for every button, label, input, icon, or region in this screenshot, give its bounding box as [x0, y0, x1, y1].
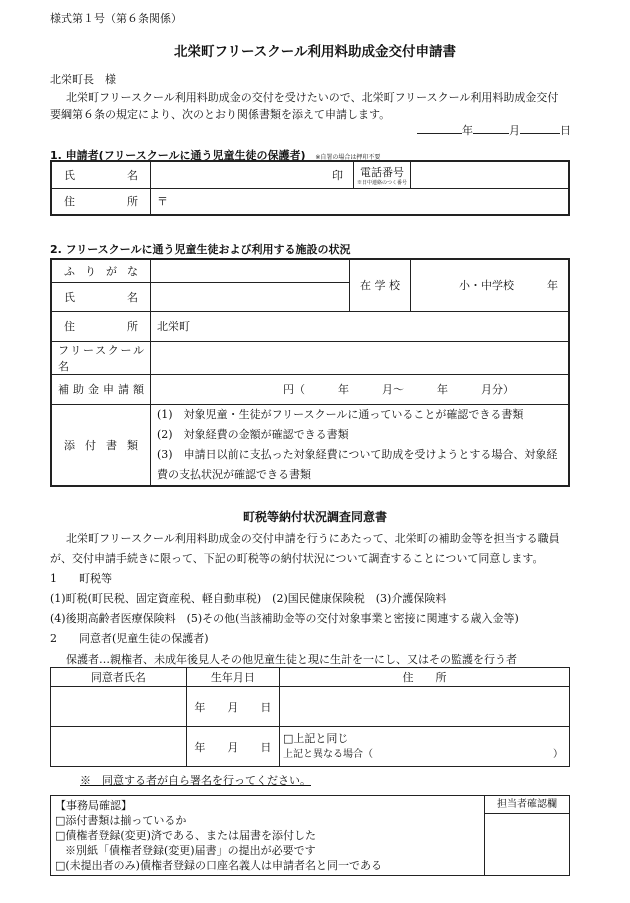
applicant-name-label: 氏 名: [51, 161, 151, 188]
office-check-1: □添付書類は揃っているか: [55, 814, 187, 827]
office-table: [50, 795, 570, 876]
applicant-address-field[interactable]: [151, 188, 570, 215]
consenter-address-field[interactable]: [280, 687, 570, 727]
phone-label: 電話番号: [360, 165, 404, 179]
addressee: 北栄町長 様: [50, 73, 116, 86]
consenter-name-field[interactable]: [51, 687, 187, 727]
dob-field-2[interactable]: [186, 727, 279, 767]
staff-confirm-field[interactable]: [485, 814, 569, 874]
amount-value: 円（ 年 月～ 年 月分）: [283, 383, 514, 396]
seal-mark: 印: [332, 168, 343, 182]
furigana-label: ふりがな: [51, 259, 151, 282]
intro-line-2: 要綱第６条の規定により、次のとおり関係書類を添えて申請します。: [50, 108, 391, 121]
section2-heading: 2. フリースクールに通う児童生徒および利用する施設の状況: [50, 243, 351, 256]
applicant-table: [50, 160, 570, 216]
intro-line-1: 北栄町フリースクール利用料助成金の交付を受けたいので、北栄町フリースクール利用料助成金交付: [66, 91, 559, 104]
address-options[interactable]: [280, 727, 570, 767]
consent-item-1: 1 町税等: [50, 572, 112, 585]
col-consenter-name: 同意者氏名: [51, 668, 187, 687]
col-date-of-birth: 生年月日: [186, 668, 279, 687]
student-name-field[interactable]: [151, 282, 350, 311]
dob-value-2: 年 月 日: [194, 740, 272, 754]
student-name-label: 氏名: [51, 282, 151, 311]
tax-list-1: (1)町税(町民税、固定資産税、軽自動車税) (2)国民健康保険税 (3)介護保険料: [50, 592, 447, 605]
application-date: [417, 122, 571, 138]
seal-note: ※自署の場合は押印不要: [315, 154, 381, 161]
office-heading: 【事務局確認】: [55, 799, 132, 812]
attachment-item: 費の支払状況が確認できる書類: [157, 467, 311, 481]
different-address: 上記と異なる場合（ ）: [283, 748, 563, 760]
amount-label: 補助金申請額: [51, 374, 151, 404]
school-label-cell: [350, 259, 411, 311]
school-field[interactable]: [411, 259, 570, 311]
office-confirm-box: [51, 796, 485, 876]
guardian-definition: 保護者…親権者、未成年後見人その他児童生徒と現に生計を一にし、又はその監護を行う者: [66, 653, 517, 666]
student-table: [50, 258, 570, 487]
form-number: 様式第１号（第６条関係）: [50, 12, 182, 25]
consent-body-2: が、交付申請手続きに限って、下記の町税等の納付状況について調査することについて同意します。: [50, 552, 544, 565]
student-address-value: 北栄町: [157, 320, 190, 333]
applicant-address-label: 住 所: [51, 188, 151, 215]
phone-field[interactable]: [411, 161, 570, 188]
phone-label-cell: [354, 161, 411, 188]
office-check-4: □(未提出者のみ)債権者登録の口座名義人は申請者名と同一である: [55, 859, 382, 872]
office-check-note: ※別紙「債権者登録(変更)届書」の提出が必要です: [65, 844, 316, 857]
same-as-above-checkbox[interactable]: □上記と同じ: [283, 731, 349, 745]
attachments-list: [151, 404, 570, 486]
freeschool-field[interactable]: [151, 341, 570, 374]
col-address: 住 所: [280, 668, 570, 687]
furigana-field[interactable]: [151, 259, 350, 282]
student-address-label: 住所: [51, 311, 151, 341]
amount-field[interactable]: [151, 374, 570, 404]
consenter-name-field-2[interactable]: [51, 727, 187, 767]
attachment-item: (3) 申請日以前に支払った対象経費について助成を受けようとする場合、対象経: [157, 447, 558, 461]
attachment-item: (1) 対象児童・生徒がフリースクールに通っていることが確認できる書類: [157, 407, 524, 421]
section1-heading: 1. 申請者(フリースクールに通う児童生徒の保護者) ※自署の場合は押印不要: [50, 149, 381, 162]
consent-title: 町税等納付状況調査同意書: [242, 510, 387, 524]
school-value: 小・中学校 年: [459, 279, 558, 293]
attachment-item: (2) 対象経費の金額が確認できる書類: [157, 427, 349, 441]
phone-note: ※日中連絡のつく番号: [356, 179, 407, 186]
dob-value: 年 月 日: [194, 700, 272, 714]
consenter-table: [50, 667, 570, 767]
office-check-2: □債権者登録(変更)済である、または届書を添付した: [55, 829, 316, 842]
date-day: 日: [560, 124, 571, 137]
page-title: 北栄町フリースクール利用料助成金交付申請書: [173, 44, 456, 60]
staff-confirm-box: [485, 796, 570, 876]
consent-item-2: 2 同意者(児童生徒の保護者): [50, 632, 209, 645]
staff-confirm-label: 担当者確認欄: [485, 796, 569, 814]
school-label: 在学校: [360, 279, 400, 293]
signature-note: ※ 同意する者が自ら署名を行ってください。: [80, 774, 311, 787]
applicant-name-field[interactable]: [151, 161, 354, 188]
date-month: 月: [509, 124, 520, 137]
postal-mark: 〒: [157, 195, 168, 209]
dob-field[interactable]: [186, 687, 279, 727]
student-address-field[interactable]: [151, 311, 570, 341]
attachments-label: 添付書類: [51, 404, 151, 486]
tax-list-2: (4)後期高齢者医療保険料 (5)その他(当該補助金等の交付対象事業と密接に関連する歳入金等): [50, 612, 519, 625]
consent-body-1: 北栄町フリースクール利用料助成金の交付申請を行うにあたって、北栄町の補助金等を担当する職員: [66, 532, 560, 545]
freeschool-label: フリースクール名: [51, 341, 151, 374]
date-year: 年: [462, 124, 473, 137]
